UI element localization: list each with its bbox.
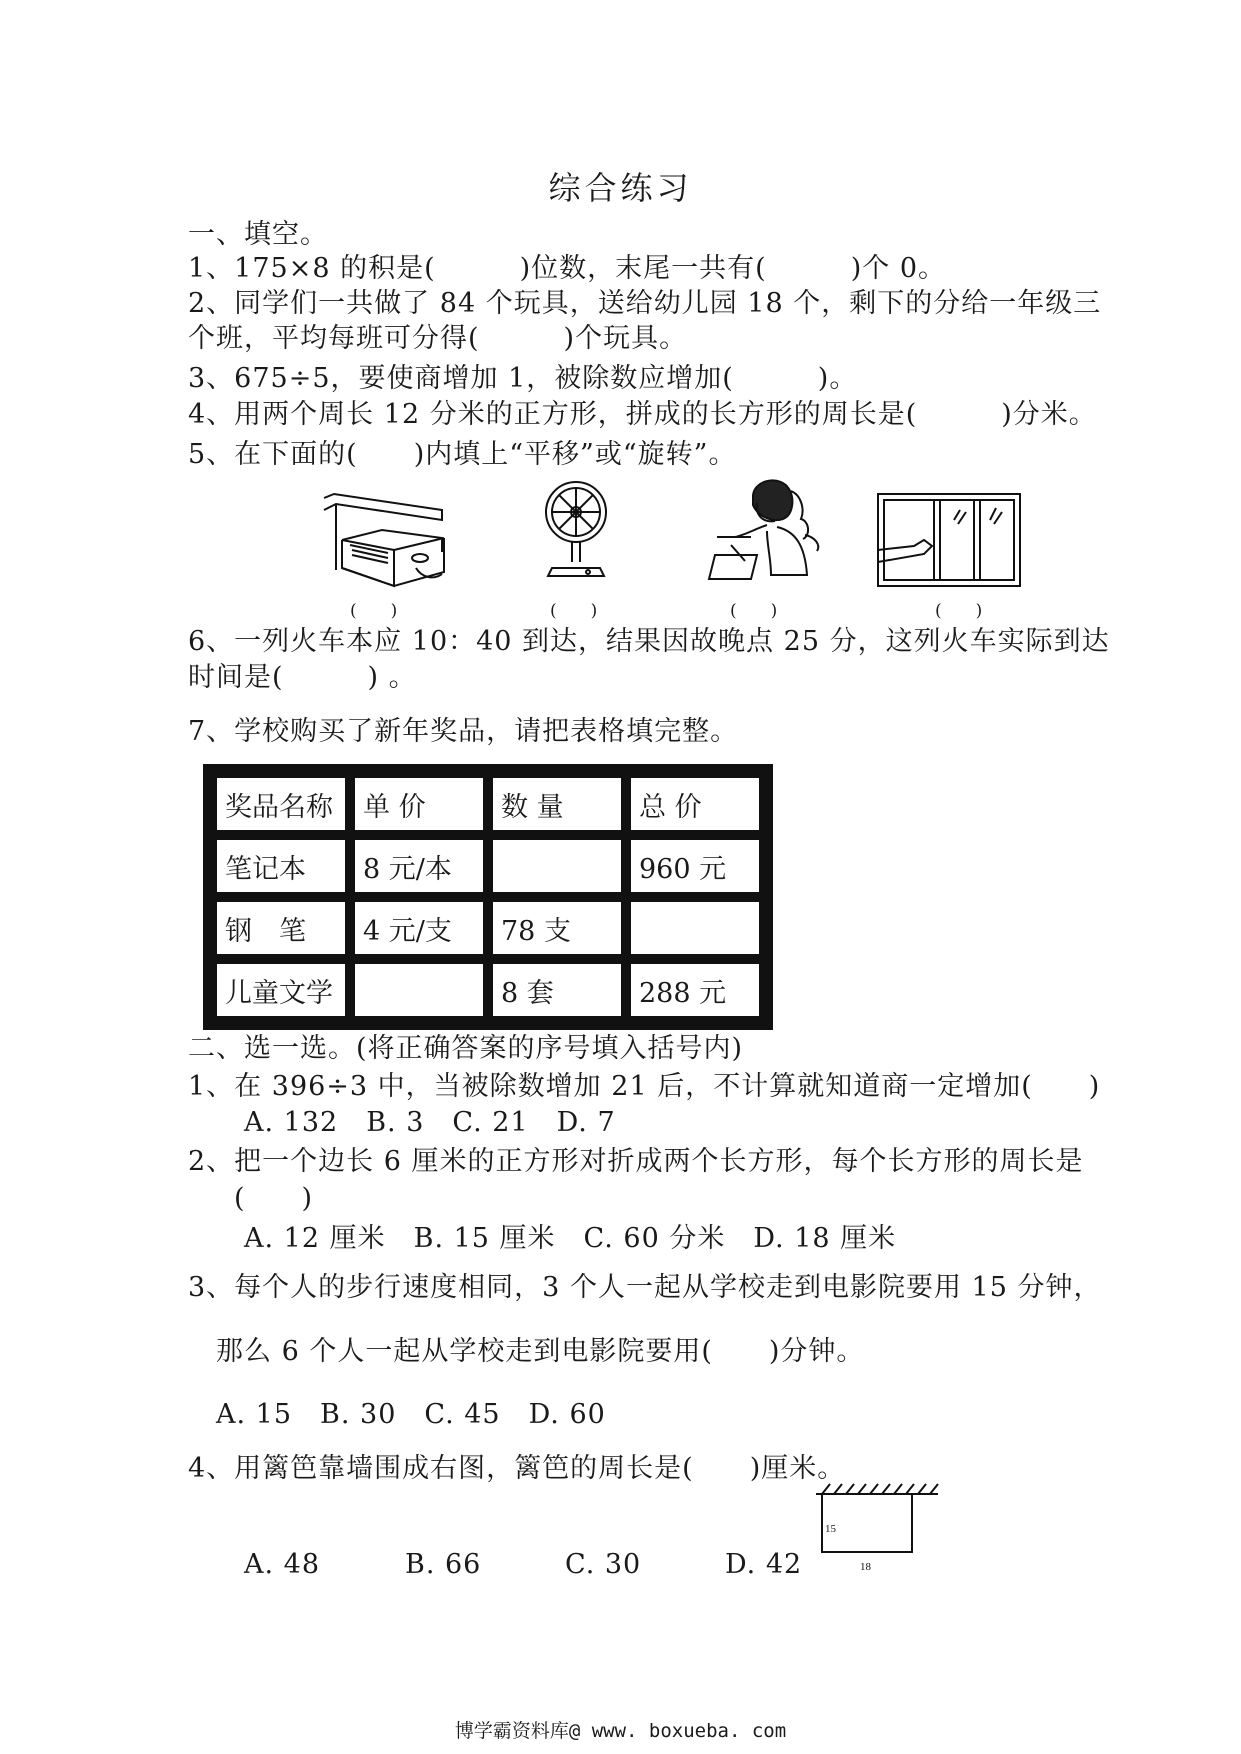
- s2-q4-option-a: A. 48: [244, 1549, 321, 1580]
- q3-line: 3、675÷5，要使商增加 1，被除数应增加( )。: [188, 363, 858, 394]
- fence-diagram: [812, 1480, 942, 1580]
- table-cell: [353, 962, 485, 1018]
- table-header-cell: 单 价: [353, 776, 485, 832]
- s2-q1-options: A. 132 B. 3 C. 21 D. 7: [244, 1107, 616, 1138]
- q4-line: 4、用两个周长 12 分米的正方形，拼成的长方形的周长是( )分米。: [188, 399, 1097, 430]
- table-header-cell: 数 量: [491, 776, 623, 832]
- s2-q4-option-d: D. 42: [725, 1549, 803, 1580]
- table-row: [215, 838, 761, 894]
- s2-q2-line2: ( ): [234, 1183, 314, 1214]
- q2-line2: 个班，平均每班可分得( )个玩具。: [188, 323, 688, 354]
- picture4-answer-paren: ( ): [935, 601, 983, 621]
- page-title: 综合练习: [548, 169, 693, 207]
- table-cell: 960 元: [629, 838, 761, 894]
- s2-q4-option-b: B. 66: [405, 1549, 482, 1580]
- section1-heading: 一、填空。: [188, 219, 328, 250]
- q1-line: 1、175×8 的积是( )位数，末尾一共有( )个 0。: [188, 253, 946, 284]
- s2-q3-options: A. 15 B. 30 C. 45 D. 60: [216, 1399, 606, 1430]
- fence-side-label: 15: [825, 1523, 836, 1535]
- table-row: [215, 900, 761, 956]
- table-cell: 8 元/本: [353, 838, 485, 894]
- section2-heading: 二、选一选。(将正确答案的序号填入括号内): [188, 1033, 744, 1064]
- s2-q2-line1: 2、把一个边长 6 厘米的正方形对折成两个长方形，每个长方形的周长是: [188, 1146, 1084, 1177]
- footer-watermark: 博学霸资料库@ www. boxueba. com: [454, 1720, 787, 1742]
- table-cell: 钢 笔: [215, 900, 347, 956]
- q6-line1: 6、一列火车本应 10：40 到达，结果因故晚点 25 分，这列火车实际到达: [188, 626, 1110, 657]
- q2-line1: 2、同学们一共做了 84 个玩具，送给幼儿园 18 个，剩下的分给一年级三: [188, 288, 1102, 319]
- table-cell: 8 套: [491, 962, 623, 1018]
- table-cell: 儿童文学: [215, 962, 347, 1018]
- picture1-answer-paren: ( ): [350, 601, 398, 621]
- table-cell: 笔记本: [215, 838, 347, 894]
- s2-q4-line: 4、用篱笆靠墙围成右图，篱笆的周长是( )厘米。: [188, 1453, 846, 1484]
- prize-table: [203, 764, 773, 1030]
- table-row: [215, 962, 761, 1018]
- table-cell: [629, 900, 761, 956]
- table-cell: 4 元/支: [353, 900, 485, 956]
- table-header-row: [215, 776, 761, 832]
- table-cell: [491, 838, 623, 894]
- picture2-answer-paren: ( ): [550, 601, 598, 621]
- table-cell: 78 支: [491, 900, 623, 956]
- q5-line: 5、在下面的( )内填上“平移”或“旋转”。: [188, 439, 737, 470]
- q7-line: 7、学校购买了新年奖品，请把表格填完整。: [188, 716, 739, 747]
- drawer-icon: [322, 490, 454, 590]
- s2-q3-line1: 3、每个人的步行速度相同，3 个人一起从学校走到电影院要用 15 分钟，: [188, 1272, 1102, 1303]
- table-header-cell: 总 价: [629, 776, 761, 832]
- fence-bottom-label: 18: [860, 1561, 871, 1573]
- table-header-cell: 奖品名称: [215, 776, 347, 832]
- table-cell: 288 元: [629, 962, 761, 1018]
- q6-line2: 时间是( ) 。: [188, 662, 417, 693]
- s2-q4-option-c: C. 30: [565, 1549, 642, 1580]
- girl-writing-icon: [705, 475, 825, 585]
- s2-q1-line: 1、在 396÷3 中，当被除数增加 21 后，不计算就知道商一定增加( ): [188, 1071, 1101, 1102]
- picture3-answer-paren: ( ): [730, 601, 778, 621]
- s2-q3-line2: 那么 6 个人一起从学校走到电影院要用( )分钟。: [216, 1336, 865, 1367]
- window-icon: [874, 490, 1024, 590]
- s2-q2-options: A. 12 厘米 B. 15 厘米 C. 60 分米 D. 18 厘米: [244, 1223, 897, 1254]
- fan-icon: [538, 480, 618, 580]
